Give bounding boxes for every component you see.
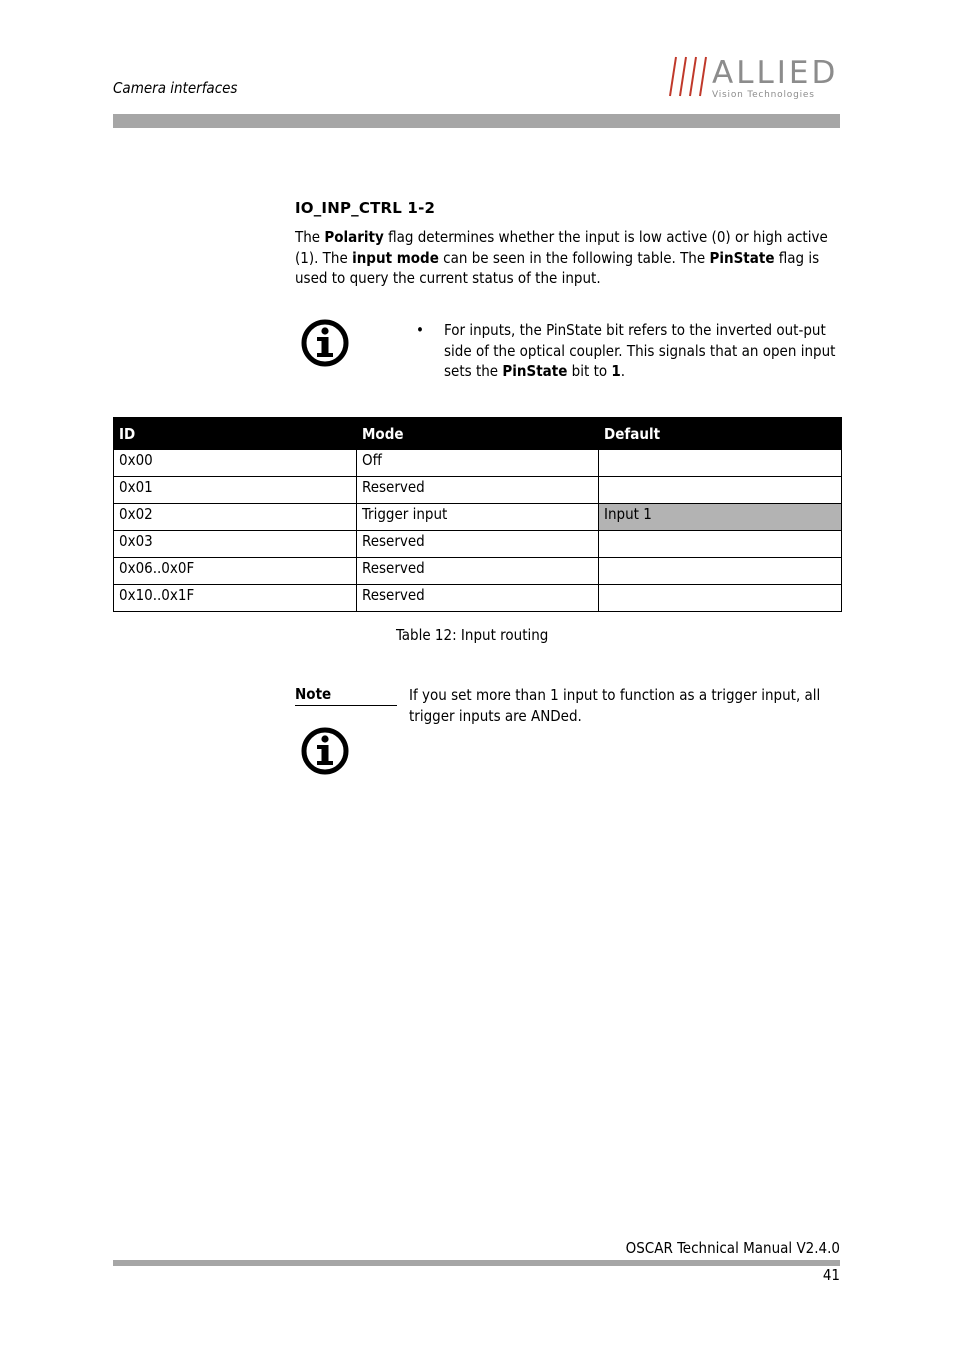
page-number: 41 xyxy=(822,1266,840,1284)
table-row xyxy=(114,477,842,504)
polarity-term: Polarity xyxy=(324,228,384,246)
default-cell xyxy=(599,531,842,558)
id-cell: 0x03 xyxy=(114,531,357,558)
id-cell: 0x00 xyxy=(114,450,357,477)
header-divider-bar xyxy=(113,114,840,128)
bullet-marker: • xyxy=(416,321,424,339)
default-cell xyxy=(599,558,842,585)
default-cell xyxy=(599,450,842,477)
footer-divider-bar xyxy=(113,1260,840,1266)
id-cell: 0x02 xyxy=(114,504,357,531)
id-cell: 0x06..0x0F xyxy=(114,558,357,585)
pinstate-note-text: For inputs, the PinState bit refers to the inverted out-put side of the optical coupler. This signals that an open input sets the PinState bit to 1. xyxy=(444,321,836,380)
intro-paragraph: The Polarity flag determines whether the input is low active (0) or high active (1). The input mode can be seen in the following table. The PinState flag is used to query the current status of the input. xyxy=(295,228,828,287)
column-header-id: ID xyxy=(114,418,357,450)
info-icon xyxy=(300,726,350,776)
input-mode-term: input mode xyxy=(352,248,439,267)
id-cell: 0x10..0x1F xyxy=(114,585,357,612)
mode-cell: Off xyxy=(357,450,599,477)
table-row xyxy=(114,450,842,477)
table-row xyxy=(114,504,842,531)
footer-manual-title: OSCAR Technical Manual V2.4.0 xyxy=(625,1239,840,1257)
section-heading: IO_INP_CTRL 1-2 xyxy=(295,199,436,217)
mode-cell: Trigger input xyxy=(357,504,599,531)
logo-tagline: Vision Technologies xyxy=(712,90,815,100)
note-label: Note xyxy=(295,685,397,706)
table-caption: Table 12: Input routing xyxy=(396,626,549,644)
default-cell-highlighted: Input 1 xyxy=(599,504,842,531)
info-icon xyxy=(300,318,350,368)
logo-brand: ALLIED xyxy=(712,55,839,91)
column-header-mode: Mode xyxy=(357,418,599,450)
mode-cell: Reserved xyxy=(357,585,599,612)
mode-cell: Reserved xyxy=(357,477,599,504)
header-section-title: Camera interfaces xyxy=(113,79,238,97)
default-cell xyxy=(599,477,842,504)
table-row xyxy=(114,585,842,612)
table-header-row xyxy=(114,418,842,450)
pinstate-term: PinState xyxy=(709,248,775,267)
note-text: If you set more than 1 input to function as a trigger input, all trigger inputs are ANDed. xyxy=(409,686,821,725)
id-cell: 0x01 xyxy=(114,477,357,504)
mode-cell: Reserved xyxy=(357,531,599,558)
allied-logo xyxy=(666,52,844,100)
column-header-default: Default xyxy=(599,418,842,450)
table-row xyxy=(114,558,842,585)
mode-cell: Reserved xyxy=(357,558,599,585)
default-cell xyxy=(599,585,842,612)
input-routing-table xyxy=(113,417,842,612)
table-row xyxy=(114,531,842,558)
